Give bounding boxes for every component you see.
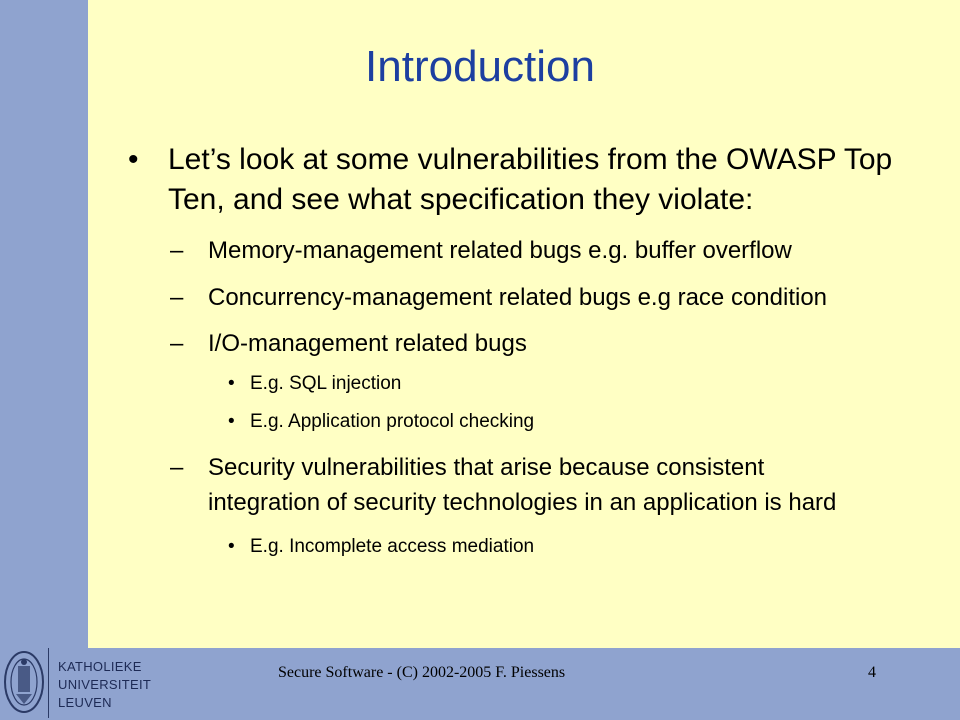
sub-bullet-text: integration of security technologies in an application is hard [208,489,837,516]
sub-sub-bullet-text: E.g. Incomplete access mediation [250,536,535,557]
bullet-text: Let’s look at some vulnerabilities from the OWASP Top [168,143,893,176]
bullet-text: Ten, and see what specification they violate: [168,183,754,216]
sub-sub-bullet-text: E.g. SQL injection [250,373,402,394]
bullet-marker: • [228,373,235,394]
dash-marker: – [170,330,184,357]
dash-marker: – [170,284,184,311]
slide-title: Introduction [365,42,595,91]
university-name-line: UNIVERSITEIT [58,677,152,692]
bullet-marker: • [228,411,235,432]
sub-bullet-text: Concurrency-management related bugs e.g race condition [208,284,828,311]
bullet-marker: • [128,143,139,176]
sub-sub-bullet-text: E.g. Application protocol checking [250,411,535,432]
logo-divider [48,648,49,718]
university-name-line: LEUVEN [58,695,112,710]
dash-marker: – [170,237,184,264]
page-number: 4 [868,664,876,681]
sub-bullet-text: I/O-management related bugs [208,330,527,357]
bullet-marker: • [228,536,235,557]
sub-bullet-text: Security vulnerabilities that arise because consistent [208,454,765,481]
footer-text: Secure Software - (C) 2002-2005 F. Piessens [278,664,566,681]
sub-bullet-text: Memory-management related bugs e.g. buffer overflow [208,237,792,264]
dash-marker: – [170,454,184,481]
university-name-line: KATHOLIEKE [58,659,142,674]
university-seal-icon [2,648,46,716]
